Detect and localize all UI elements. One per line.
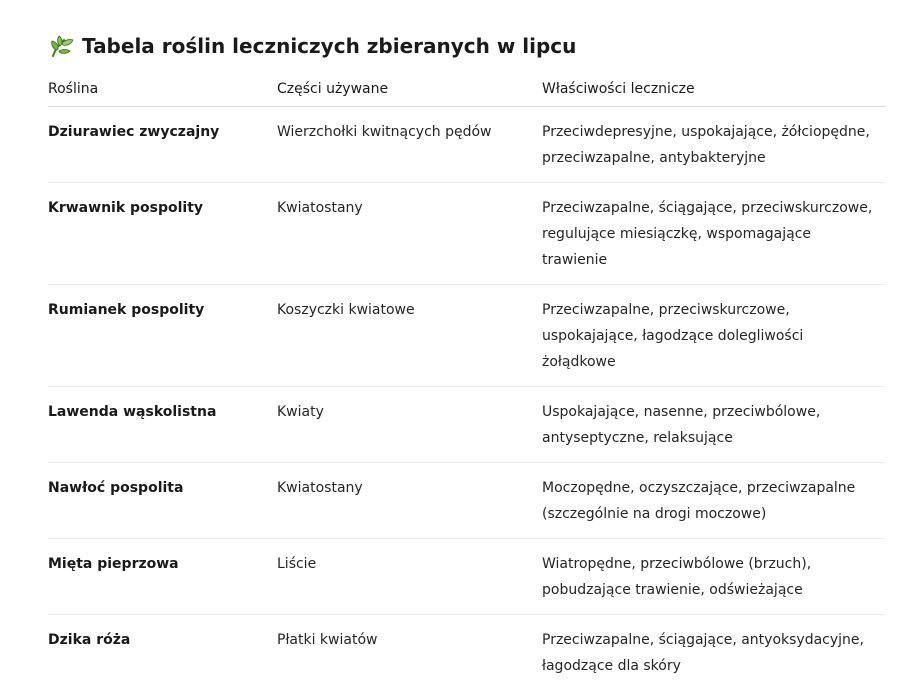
- plant-parts: Kwiaty: [277, 387, 542, 463]
- table-row: [48, 539, 886, 615]
- plant-properties: Przeciwzapalne, ściągające, przeciwskurczowe, regulujące miesiączkę, wspomagające trawienie: [542, 183, 886, 285]
- plant-name: Dziurawiec zwyczajny: [48, 107, 277, 183]
- plant-properties: Wiatropędne, przeciwbólowe (brzuch), pobudzające trawienie, odświeżające: [542, 539, 886, 615]
- table-row: [48, 107, 886, 183]
- plant-properties: Uspokajające, nasenne, przeciwbólowe, antyseptyczne, relaksujące: [542, 387, 886, 463]
- plant-name: Mięta pieprzowa: [48, 539, 277, 615]
- table-row: [48, 615, 886, 690]
- plant-properties: Przeciwdepresyjne, uspokajające, żółciopędne, przeciwzapalne, antybakteryjne: [542, 107, 886, 183]
- table-row: [48, 285, 886, 387]
- plant-properties: Przeciwzapalne, ściągające, antyoksydacyjne, łagodzące dla skóry: [542, 615, 886, 690]
- plant-properties: Przeciwzapalne, przeciwskurczowe, uspokajające, łagodzące dolegliwości żołądkowe: [542, 285, 886, 387]
- plant-name: Nawłoć pospolita: [48, 463, 277, 539]
- plant-properties: Moczopędne, oczyszczające, przeciwzapalne (szczególnie na drogi moczowe): [542, 463, 886, 539]
- plant-name: Krwawnik pospolity: [48, 183, 277, 285]
- plant-parts: Kwiatostany: [277, 463, 542, 539]
- plant-name: Rumianek pospolity: [48, 285, 277, 387]
- plant-parts: Kwiatostany: [277, 183, 542, 285]
- table-row: [48, 463, 886, 539]
- plant-parts: Płatki kwiatów: [277, 615, 542, 690]
- plant-parts: Koszyczki kwiatowe: [277, 285, 542, 387]
- header-parts: Części używane: [277, 72, 542, 107]
- table-row: [48, 387, 886, 463]
- header-plant: Roślina: [48, 72, 277, 107]
- plants-table: [48, 72, 886, 690]
- table-header-row: [48, 72, 886, 107]
- header-properties: Właściwości lecznicze: [542, 72, 886, 107]
- page-title: [48, 32, 576, 60]
- plant-name: Lawenda wąskolistna: [48, 387, 277, 463]
- plant-parts: Liście: [277, 539, 542, 615]
- page-title-text: Tabela roślin leczniczych zbieranych w lipcu: [82, 32, 576, 60]
- table-row: [48, 183, 886, 285]
- plant-name: Dzika róża: [48, 615, 277, 690]
- plant-parts: Wierzchołki kwitnących pędów: [277, 107, 542, 183]
- leaf-icon: [48, 32, 76, 60]
